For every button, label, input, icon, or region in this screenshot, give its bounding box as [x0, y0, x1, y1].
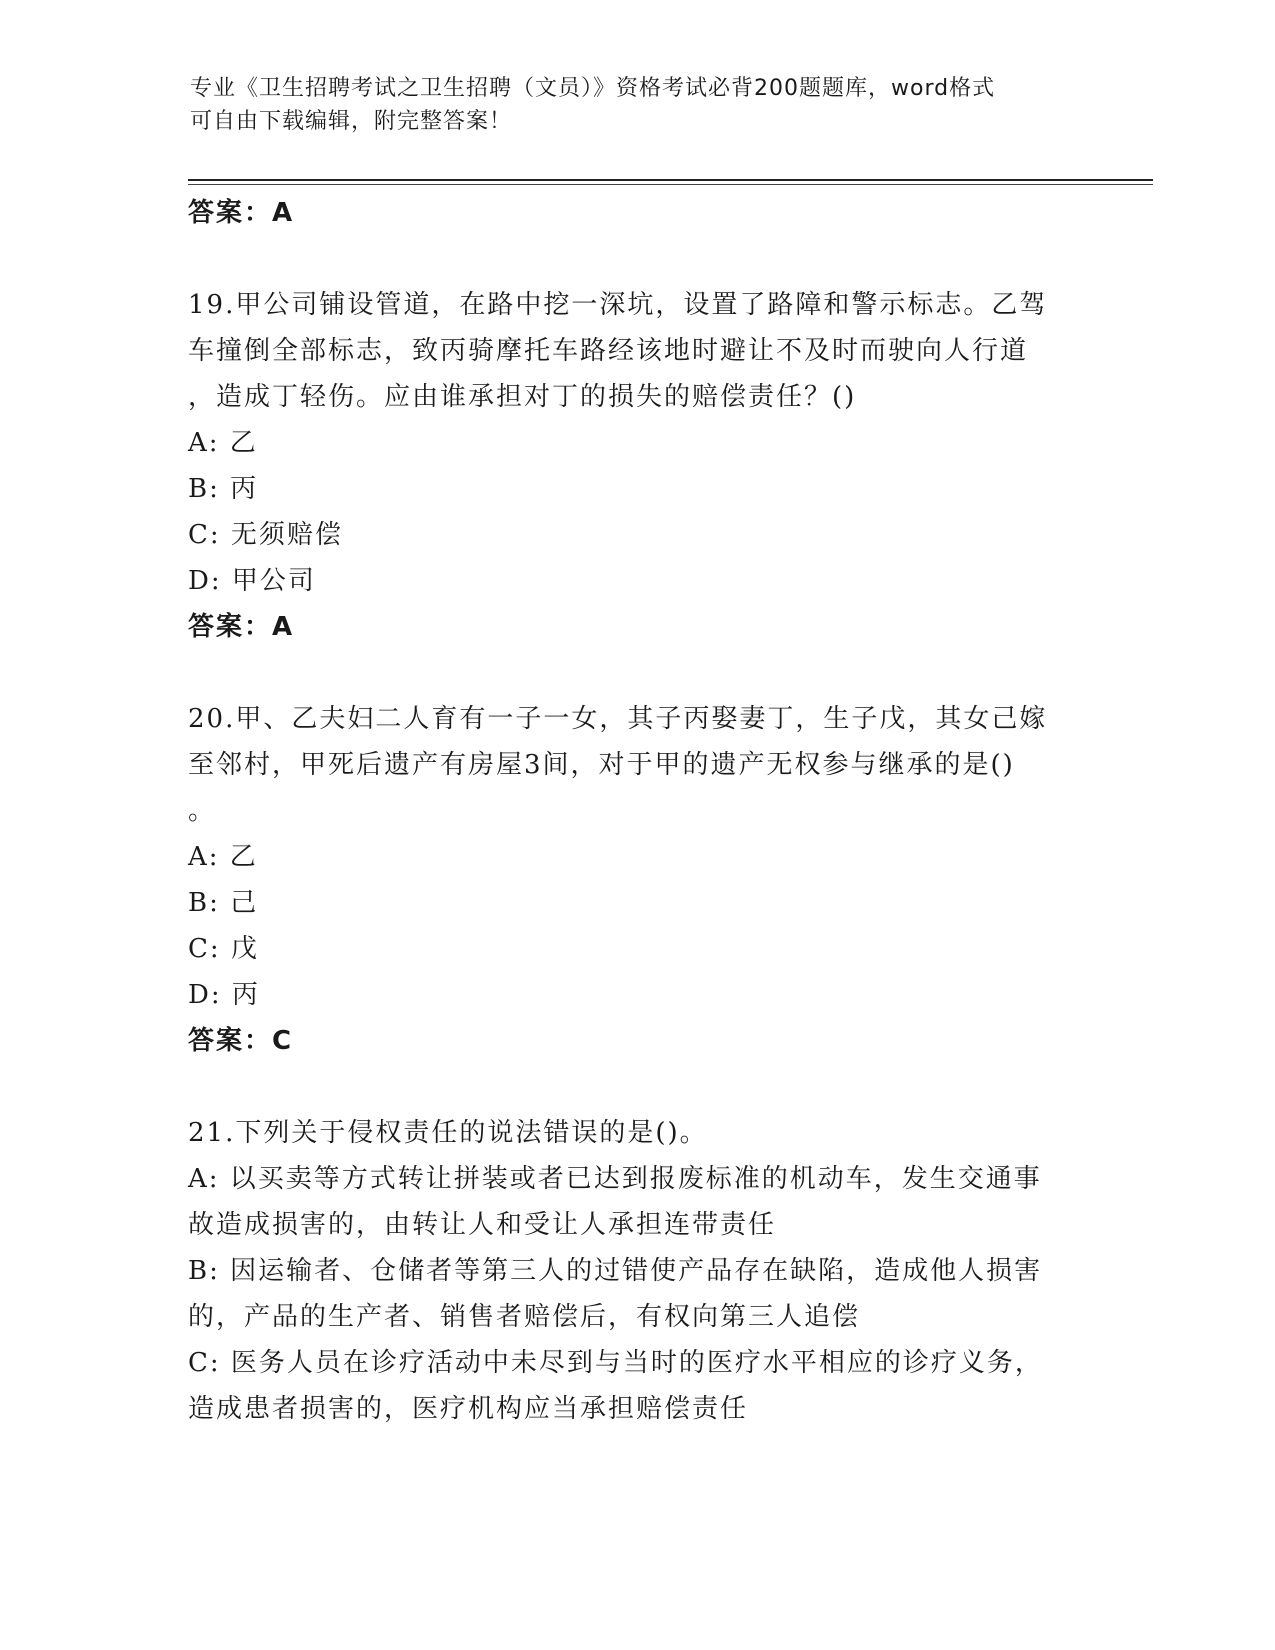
option-d: D: 丙 [188, 980, 260, 1010]
option-c-line: C: 医务人员在诊疗活动中未尽到与当时的医疗水平相应的诊疗义务， [188, 1348, 1043, 1378]
option-c: C: 戊 [188, 934, 259, 964]
spacer [188, 1064, 1088, 1110]
spacer [188, 650, 1088, 696]
header-line-2: 可自由下载编辑，附完整答案！ [190, 109, 513, 134]
question-stem-line: 20.甲、乙夫妇二人育有一子一女，其子丙娶妻丁，生子戊，其女己嫁 [188, 704, 1048, 734]
option-b: B: 丙 [188, 474, 259, 504]
question-stem-line: 。 [188, 796, 217, 826]
question-stem-line: 21.下列关于侵权责任的说法错误的是()。 [188, 1118, 708, 1148]
question-stem-line: 19.甲公司铺设管道，在路中挖一深坑，设置了路障和警示标志。乙驾 [188, 290, 1048, 320]
answer-line: 答案：A [188, 612, 295, 642]
question-19 [188, 282, 1088, 650]
option-d: D: 甲公司 [188, 566, 316, 596]
document-body [188, 190, 1088, 1432]
option-a-line: 故造成损害的，由转让人和受让人承担连带责任 [188, 1210, 777, 1240]
option-b: B: 己 [188, 888, 259, 918]
answer-line: 答案：A [188, 198, 295, 228]
question-stem-line: ，造成丁轻伤。应由谁承担对丁的损失的赔偿责任？() [188, 382, 857, 412]
question-stem-line: 车撞倒全部标志，致丙骑摩托车路经该地时避让不及时而驶向人行道 [188, 336, 1029, 366]
option-c-line: 造成患者损害的，医疗机构应当承担赔偿责任 [188, 1394, 749, 1424]
option-a: A: 乙 [188, 428, 258, 458]
question-20 [188, 696, 1088, 1064]
answer-line: 答案：C [188, 1026, 294, 1056]
question-21 [188, 1110, 1088, 1432]
option-b-line: B: 因运输者、仓储者等第三人的过错使产品存在缺陷，造成他人损害 [188, 1256, 1043, 1286]
header-line-1: 专业《卫生招聘考试之卫生招聘（文员）》资格考试必背200题题库，word格式 [190, 76, 996, 101]
header-rule-thick [188, 179, 1153, 181]
question-stem-line: 至邻村，甲死后遗产有房屋3间，对于甲的遗产无权参与继承的是() [188, 750, 1015, 780]
option-b-line: 的，产品的生产者、销售者赔偿后，有权向第三人追偿 [188, 1302, 861, 1332]
option-c: C: 无须赔偿 [188, 520, 343, 550]
document-header [190, 72, 1070, 138]
option-a-line: A: 以买卖等方式转让拼装或者已达到报废标准的机动车，发生交通事 [188, 1164, 1042, 1194]
spacer [188, 236, 1088, 282]
header-rule-thin [188, 184, 1153, 185]
option-a: A: 乙 [188, 842, 258, 872]
